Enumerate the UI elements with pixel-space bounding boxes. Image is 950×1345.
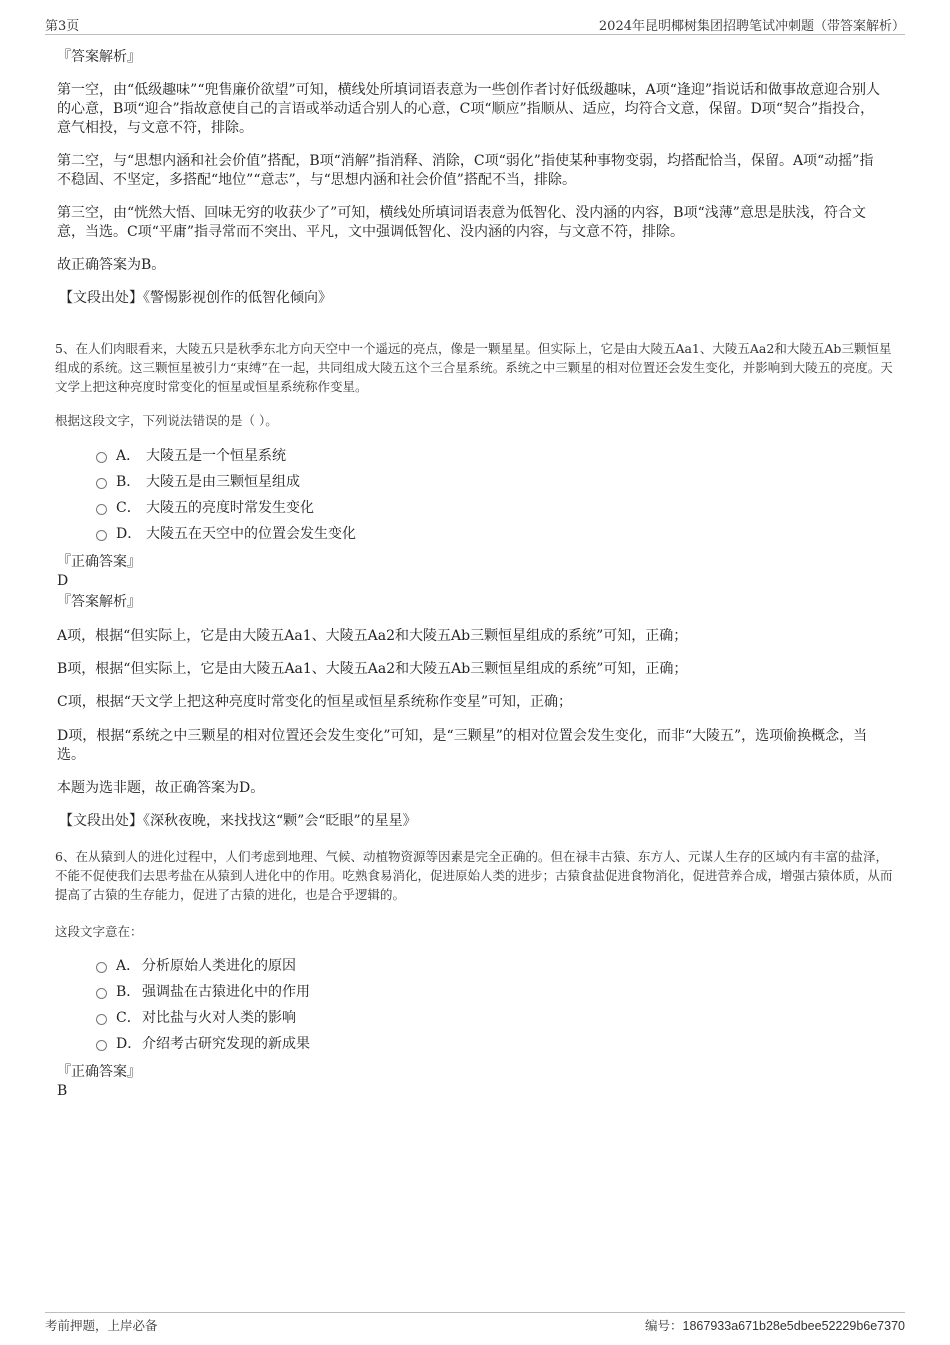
radio-icon[interactable] xyxy=(96,962,107,973)
source-citation: 【文段出处】《警惕影视创作的低智化倾向》 xyxy=(59,290,332,306)
question-text: 6、在从猿到人的进化过程中，人们考虑到地理、气候、动植物资源等因素是完全正确的。但在禄丰古猿、东方人、元谋人生存的区域内有丰富的盐泽，不能不促使我们去思考盐在从猿到人进化中的作用。吃熟食易消化，促进原始人类的进步；古猿食盐促进食物消化，促进营养合成，增强古猿体质，从而提高了古猿的生存能力，促进了古猿的进化，也是合乎逻辑的。 xyxy=(55,849,893,902)
analysis-paragraph: C项，根据“天文学上把这种亮度时常变化的恒星或恒星系统称作变星”可知，正确； xyxy=(57,694,573,710)
source-citation: 【文段出处】《深秋夜晚，来找找这“颗”会“眨眼”的星星》 xyxy=(59,813,417,829)
analysis-paragraph: A项，根据“但实际上，它是由大陵五Aa1、大陵五Aa2和大陵五Ab三颗恒星组成的系统”可知，正确； xyxy=(57,628,688,644)
radio-icon[interactable] xyxy=(96,504,107,515)
question-prompt: 根据这段文字，下列说法错误的是（ ）。 xyxy=(55,413,278,428)
option-a[interactable]: A． 大陵五是一个恒星系统 xyxy=(96,447,286,465)
document-title: 2024年昆明椰树集团招聘笔试冲刺题（带答案解析） xyxy=(598,19,905,34)
radio-icon[interactable] xyxy=(96,530,107,541)
answer-label: 『正确答案』 xyxy=(57,1064,141,1080)
radio-icon[interactable] xyxy=(96,988,107,999)
page-header xyxy=(45,12,905,35)
radio-icon[interactable] xyxy=(96,1014,107,1025)
question-prompt: 这段文字意在： xyxy=(55,924,143,939)
question-text: 5、在人们肉眼看来，大陵五只是秋季东北方向天空中一个遥远的亮点，像是一颗星星。但实际上，它是由大陵五Aa1、大陵五Aa2和大陵五Ab三颗恒星组成的系统。这三颗恒星被引力“束缚”在一起，共同组成大陵五这个三合星系统。系统之中三颗星的相对位置还会发生变化，并影响到大陵五的亮度。天文学上把这种亮度时常变化的恒星或恒星系统称作变星。 xyxy=(55,341,893,394)
analysis-paragraph: 第三空，由“恍然大悟、回味无穷的收获少了”可知，横线处所填词语表意为低智化、没内涵的内容，B项“浅薄”意思是肤浅，符合文意，当选。C项“平庸”指寻常而不突出、平凡，文中强调低智化、没内涵的内容，与文意不符，排除。 xyxy=(57,205,866,240)
page-number: 第3页 xyxy=(45,19,80,34)
radio-icon[interactable] xyxy=(96,1040,107,1051)
option-b[interactable]: B． 大陵五是由三颗恒星组成 xyxy=(96,473,300,491)
correct-answer: B xyxy=(57,1083,68,1099)
analysis-paragraph: 第二空，与“思想内涵和社会价值”搭配，B项“消解”指消释、消除，C项“弱化”指使某种事物变弱，均搭配恰当，保留。A项“动摇”指不稳固、不坚定，多搭配“地位”“意志”，与“思想内涵和社会价值”搭配不当，排除。 xyxy=(57,153,874,188)
page-footer xyxy=(45,1312,905,1335)
analysis-conclusion: 本题为选非题，故正确答案为D。 xyxy=(57,780,265,796)
analysis-conclusion: 故正确答案为B。 xyxy=(57,257,166,273)
option-b[interactable]: B． 强调盐在古猿进化中的作用 xyxy=(96,983,310,1001)
analysis-label: 『答案解析』 xyxy=(57,594,141,610)
option-d[interactable]: D．介绍考古研究发现的新成果 xyxy=(96,1035,310,1053)
analysis-label: 『答案解析』 xyxy=(57,49,141,65)
document-code: 编号：1867933a671b28e5dbee52229b6e7370 xyxy=(645,1318,905,1333)
option-a[interactable]: A． 分析原始人类进化的原因 xyxy=(96,957,296,975)
footer-slogan: 考前押题，上岸必备 xyxy=(45,1318,158,1333)
analysis-paragraph: 第一空，由“低级趣味”“兜售廉价欲望”可知，横线处所填词语表意为一些创作者讨好低级趣味，A项“逢迎”指说话和做事故意迎合别人的心意，B项“迎合”指故意使自己的言语或举动适合别人的心意，C项“顺应”指顺从、适应，均符合文意，保留。D项“契合”指投合，意气相投，与文意不符，排除。 xyxy=(57,82,881,136)
answer-label: 『正确答案』 xyxy=(57,554,141,570)
radio-icon[interactable] xyxy=(96,452,107,463)
radio-icon[interactable] xyxy=(96,478,107,489)
correct-answer: D xyxy=(57,573,69,589)
analysis-paragraph: B项，根据“但实际上，它是由大陵五Aa1、大陵五Aa2和大陵五Ab三颗恒星组成的系统”可知，正确； xyxy=(57,661,688,677)
option-d[interactable]: D． 大陵五在天空中的位置会发生变化 xyxy=(96,525,356,543)
analysis-paragraph: D项，根据“系统之中三颗星的相对位置还会发生变化”可知，是“三颗星”的相对位置会发生变化，而非“大陵五”，选项偷换概念，当选。 xyxy=(57,728,868,763)
option-c[interactable]: C． 大陵五的亮度时常发生变化 xyxy=(96,499,314,517)
option-c[interactable]: C．对比盐与火对人类的影响 xyxy=(96,1009,296,1027)
